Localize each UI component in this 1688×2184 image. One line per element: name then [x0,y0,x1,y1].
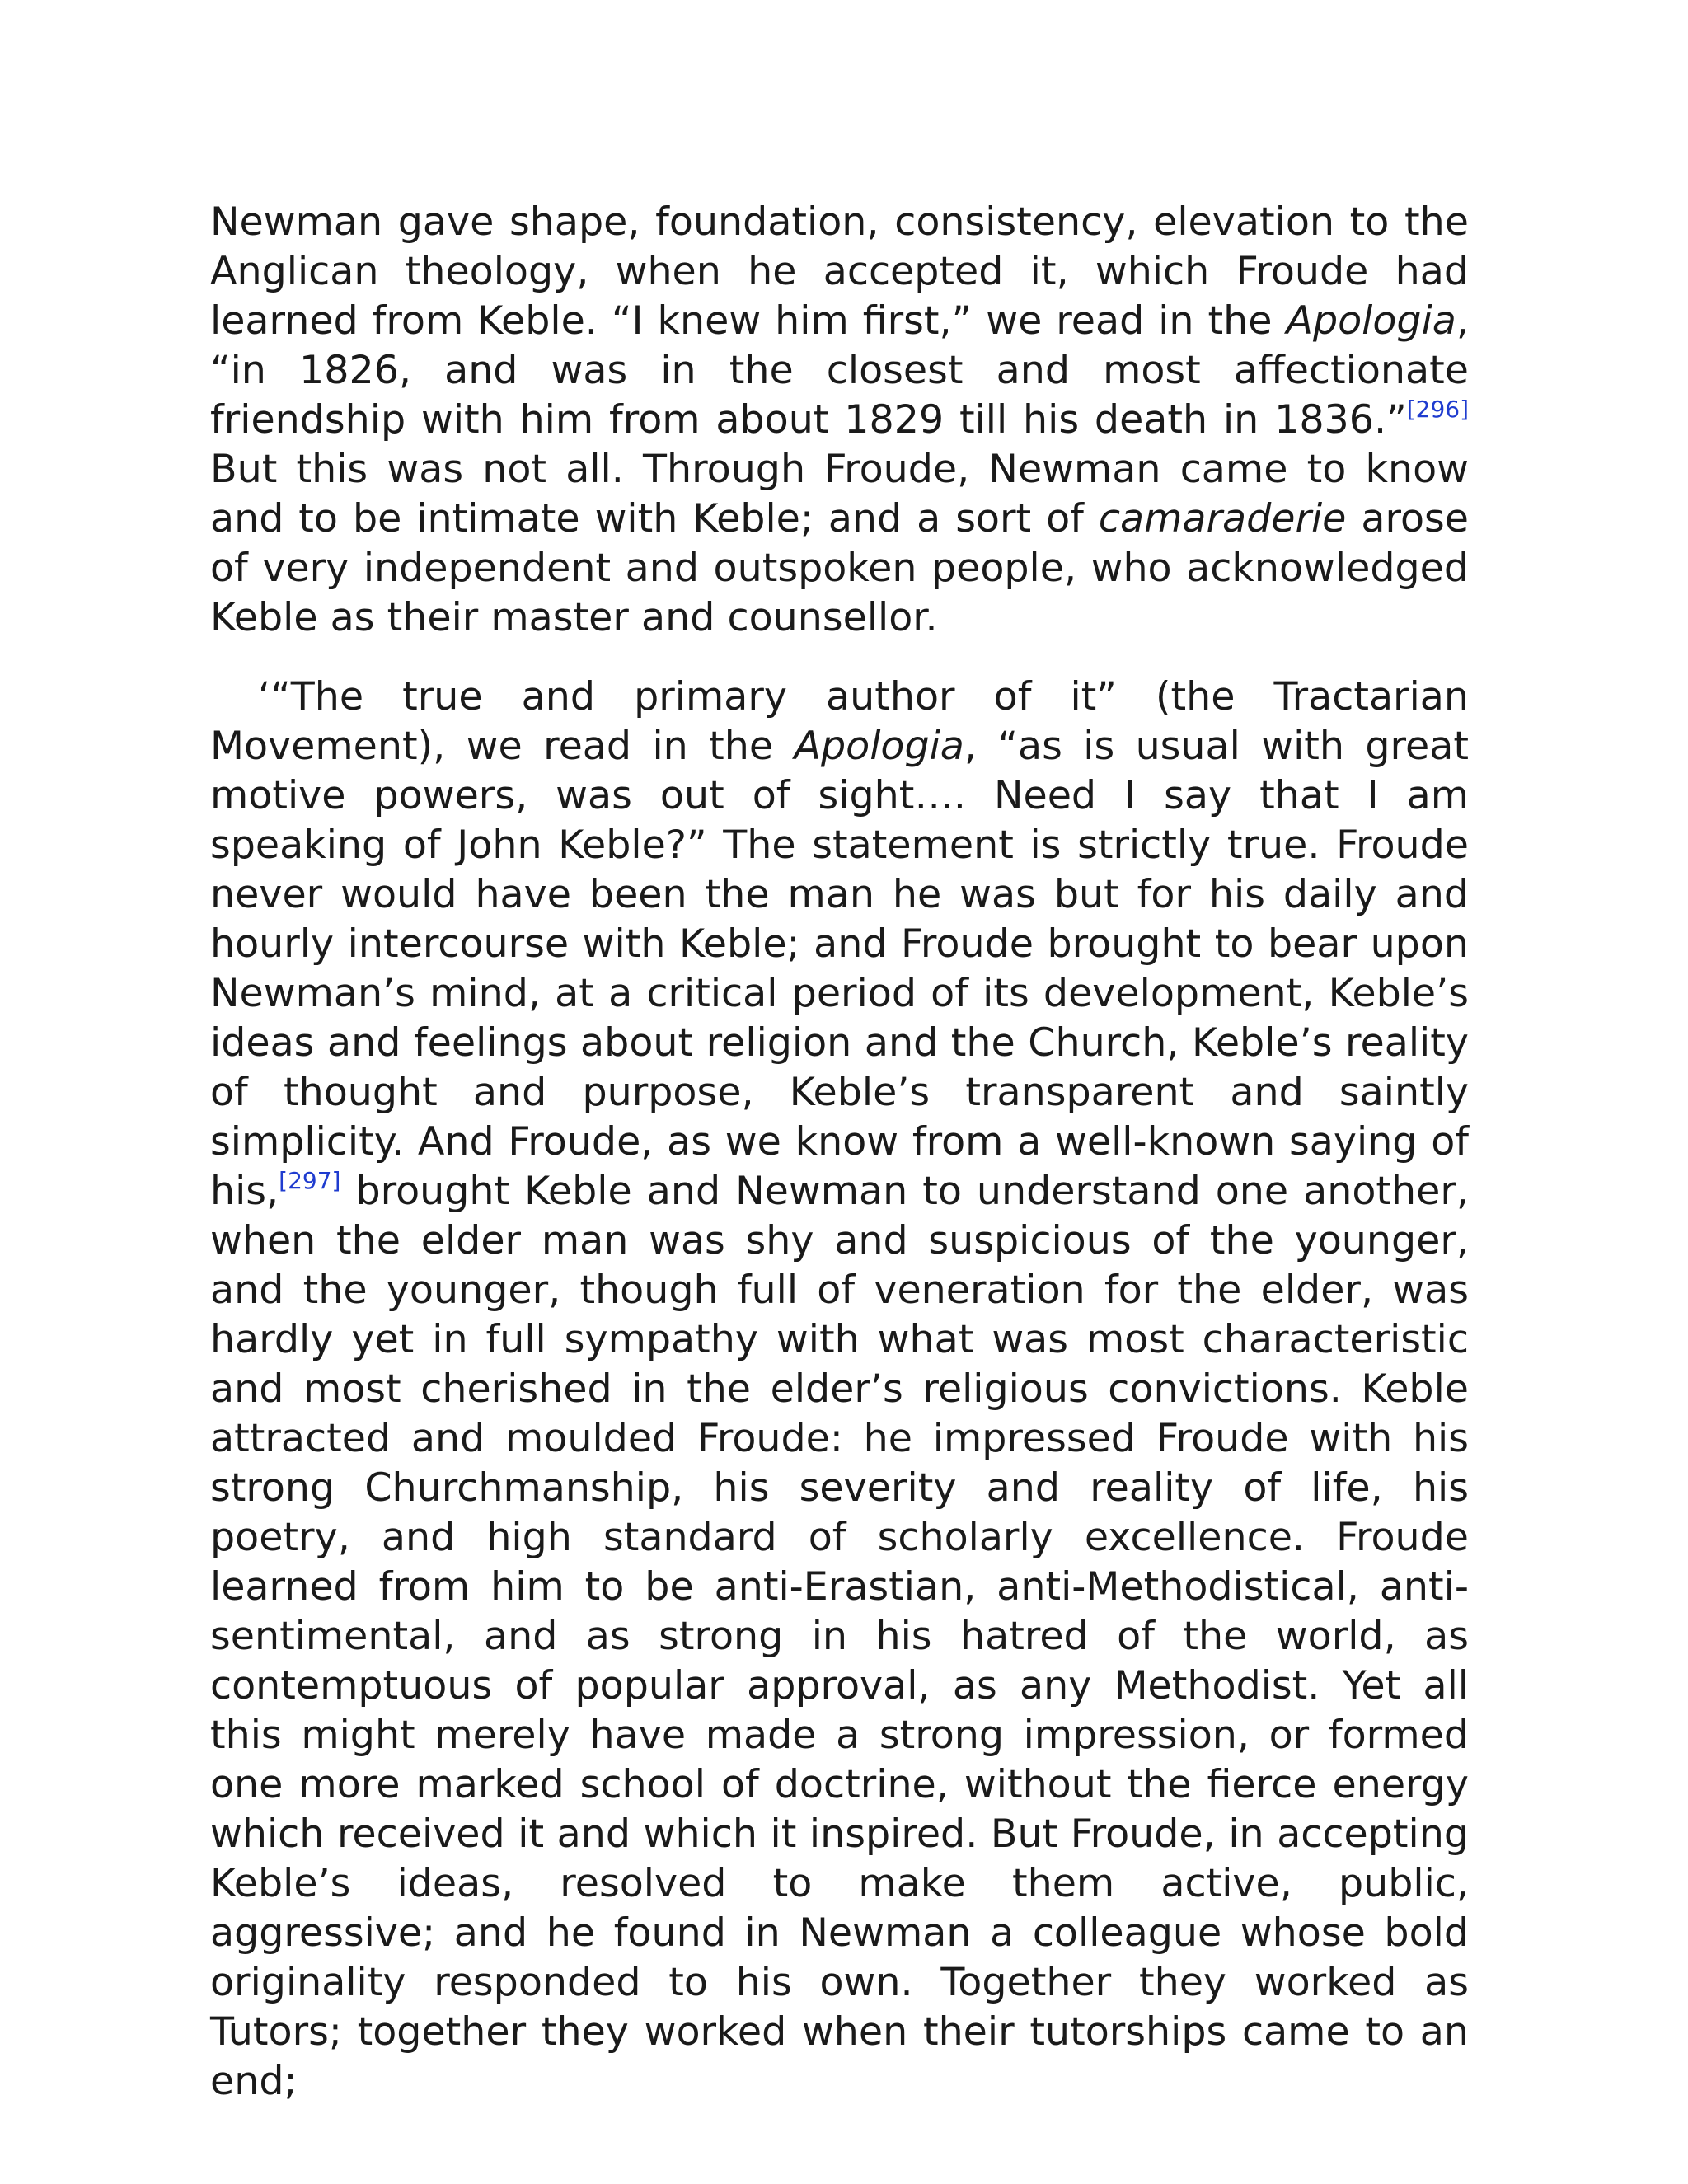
italic-title-apologia: Apologia [794,724,964,769]
paragraph-2 [210,673,1469,2107]
footnote-link-296[interactable]: [296] [1406,396,1469,424]
text-run: Newman gave shape, foundation, consistency, elevation to the Anglican theology, when he accepted it, which Froude had learned from Keble. “I knew him first,” we read in the [210,199,1469,344]
text-run: arose of very independent and outspoken people, who acknowledged Keble as their master and counsellor. [210,496,1469,640]
text-run: , “in 1826, and was in the closest and most affectionate friendship with him from about 1829 till his death in 1836.” [210,298,1469,443]
text-run: But this was not all. Through Froude, Newman came to know and to be intimate with Keble; and a sort of [210,447,1469,541]
italic-term-camaraderie: camaraderie [1098,496,1347,541]
page-body [210,198,1469,2107]
text-run: brought Keble and Newman to understand one another, when the elder man was shy and suspicious of the younger, and the younger, though full of veneration for the elder, was hardly yet in full sympathy with what was most characteristic and most cherished in the elder’s religious convictions. Keble attracted and moulded Froude: he impressed Froude with his strong Churchmanship, his severity and reality of life, his poetry, and high standard of scholarly excellence. Froude learned from him to be anti-Erastian, anti-Methodistical, anti-sentimental, and as strong in his hatred of the world, as contemptuous of popular approval, as any Methodist. Yet all this might merely have made a strong impression, or formed one more marked school of doctrine, without the fierce energy which received it and which it inspired. But Froude, in accepting Keble’s ideas, resolved to make them active, public, aggressive; and he found in Newman a colleague whose bold originality responded to his own. Together they worked as Tutors; together they worked when their tutorships came to an end; [210,1169,1469,2104]
footnote-link-297[interactable]: [297] [279,1167,341,1195]
italic-title-apologia: Apologia [1286,298,1456,344]
paragraph-1 [210,198,1469,643]
text-run: , “as is usual with great motive powers, was out of sight…. Need I say that I am speaking of John Keble?” The statement is strictly true. Froude never would have been the man he was but for his daily and hourly intercourse with Keble; and Froude brought to bear upon Newman’s mind, at a critical period of its development, Keble’s ideas and feelings about religion and the Church, Keble’s reality of thought and purpose, Keble’s transparent and saintly simplicity. And Froude, as we know from a well-known saying of his, [210,724,1469,1214]
text-run: ‘“The true and primary author of it” (the Tractarian Movement), we read in the [210,674,1469,769]
